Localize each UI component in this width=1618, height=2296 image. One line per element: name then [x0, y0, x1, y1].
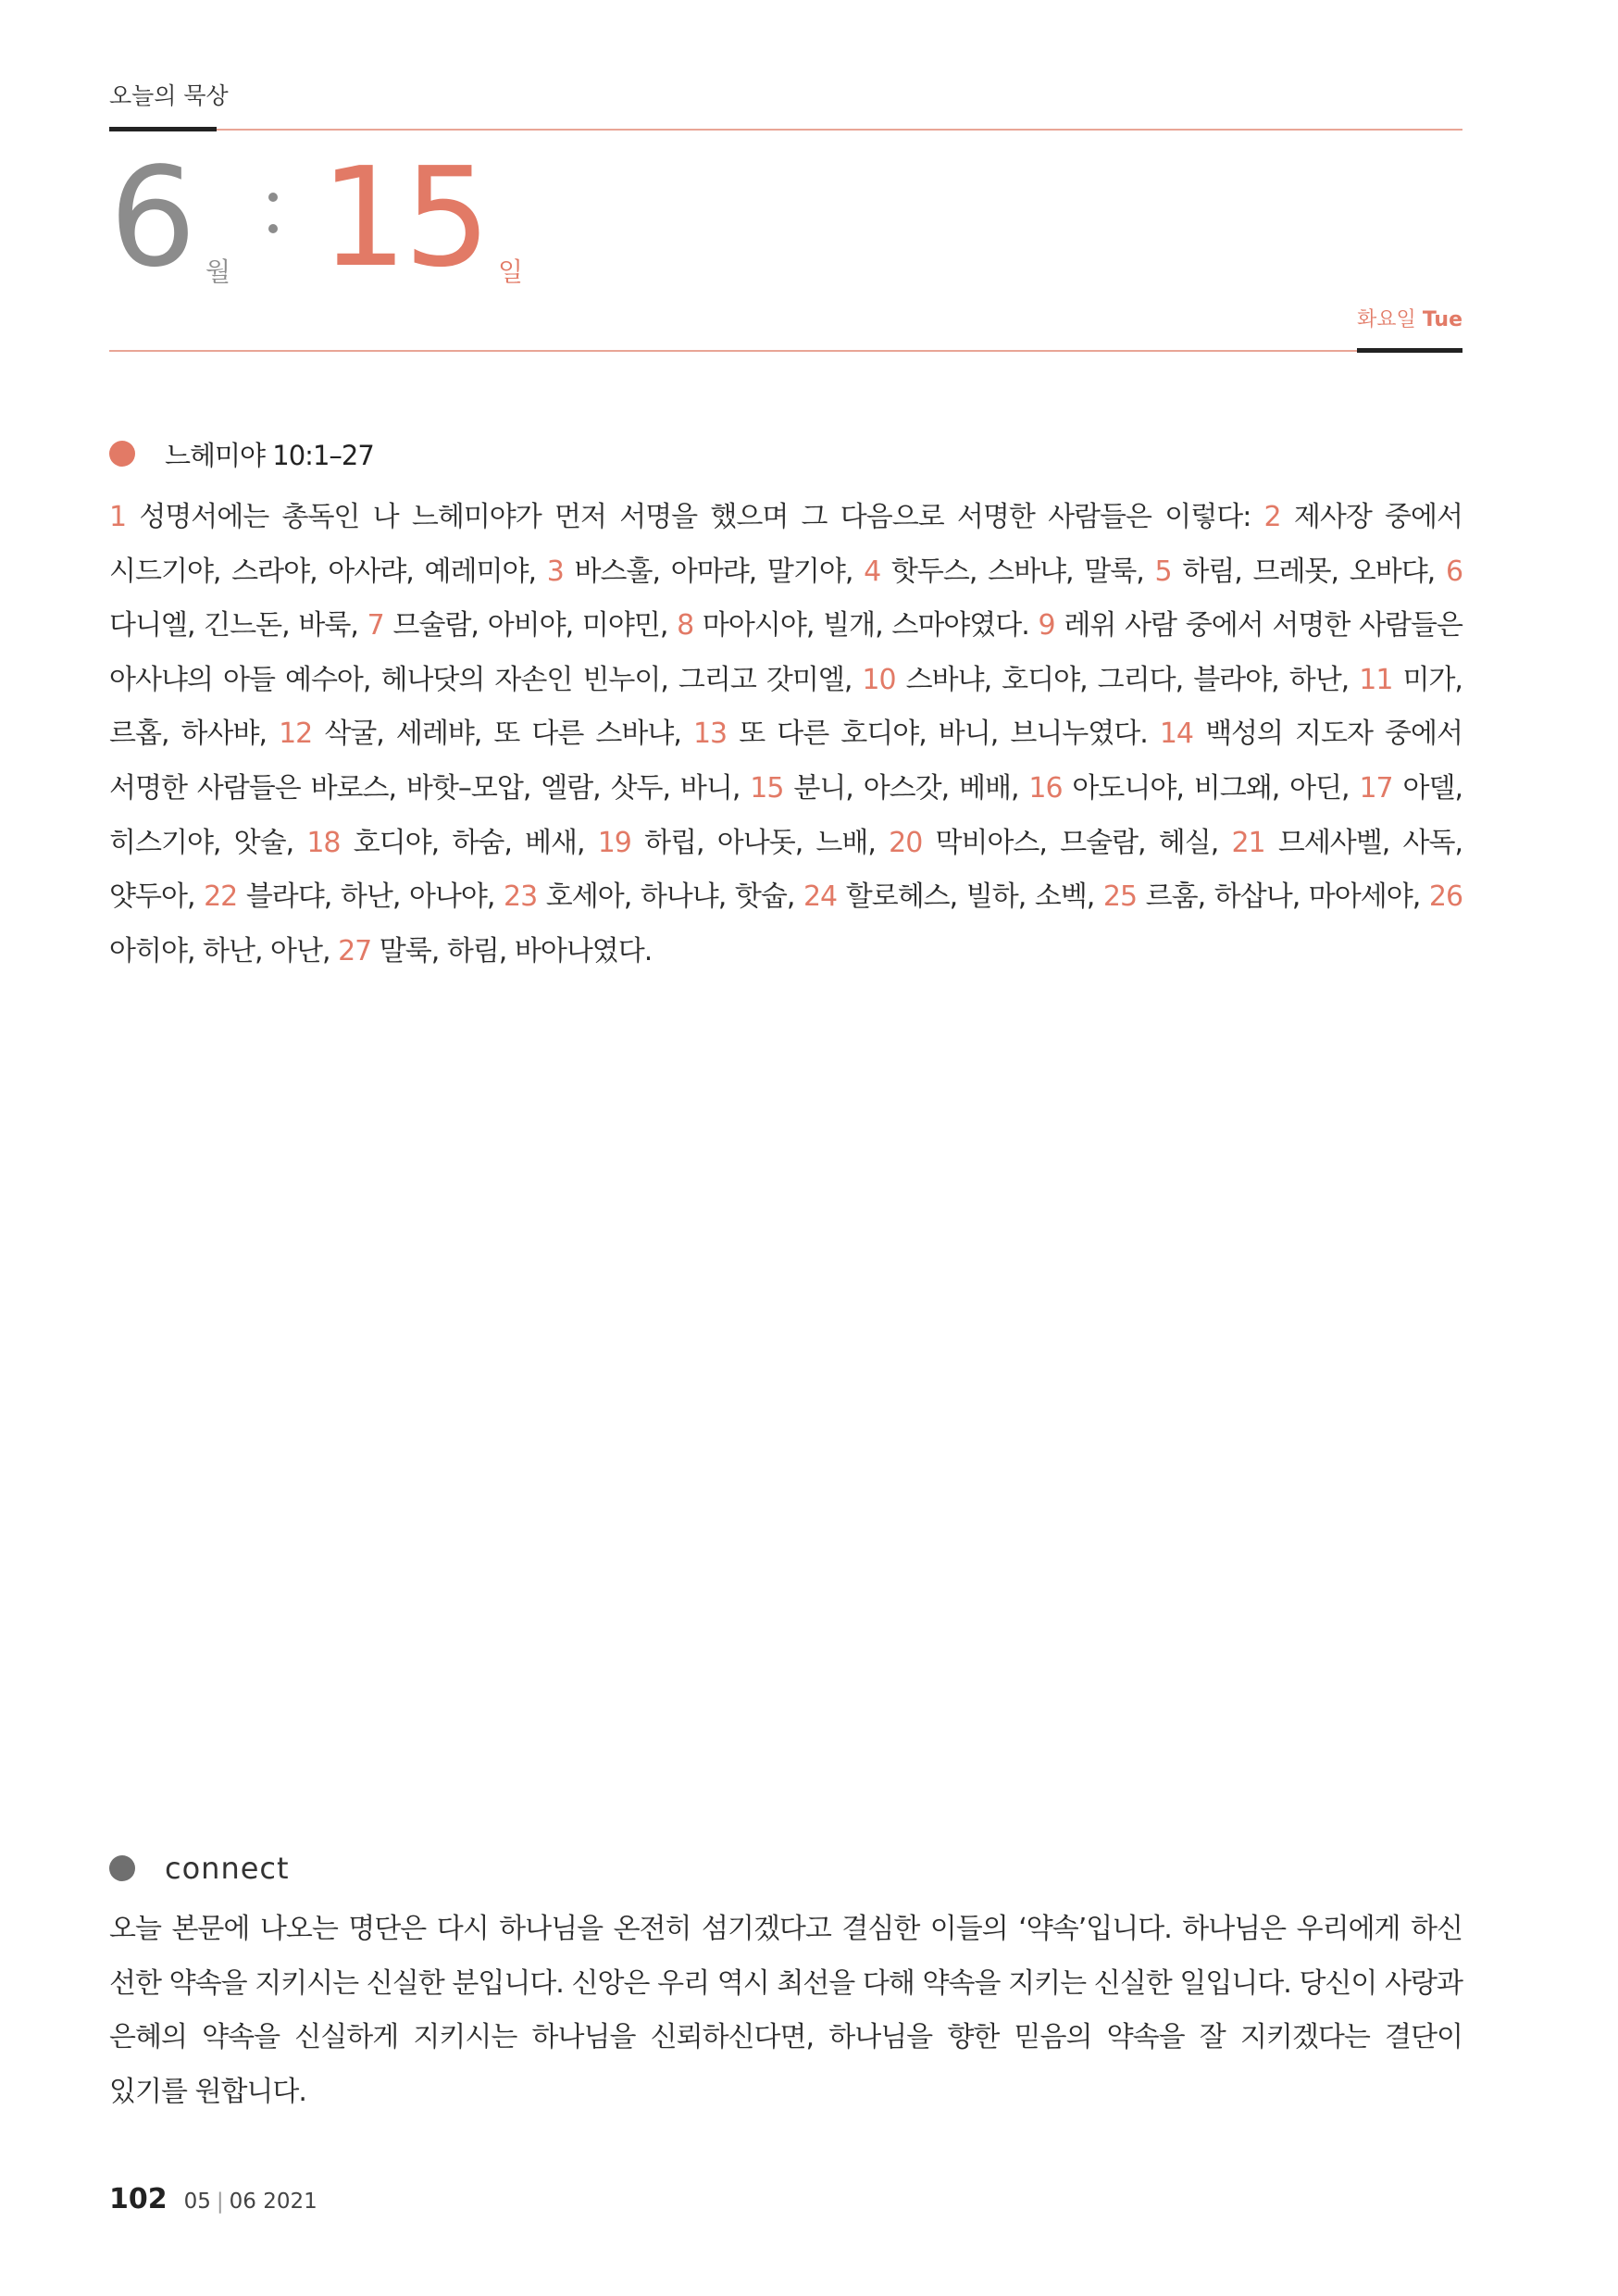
page-number: 102: [109, 2183, 168, 2215]
verse-text: 하림, 므레못, 오바댜,: [1171, 555, 1446, 588]
verse-text: 레위 사람 중에서 서명한 사람들은 아사냐의 아들 예수아, 헤나닷의 자손인 빈누이, 그리고 갓미엘,: [109, 609, 1463, 696]
verse-text: 므술람, 아비야, 미야민,: [383, 609, 678, 643]
connect-bullet-icon: [109, 1855, 135, 1881]
verse-number: 23: [504, 880, 538, 914]
weekday-korean: 화요일: [1357, 308, 1416, 331]
date-header: [109, 138, 1462, 297]
verse-text: 할로헤스, 빌하, 소벡,: [837, 880, 1103, 914]
verse-number: 6: [1445, 555, 1463, 588]
verse-text: 바스훌, 아마랴, 말기야,: [563, 555, 865, 588]
month-number: 6: [109, 138, 193, 297]
verse-text: 호세아, 하나냐, 핫숩,: [537, 880, 803, 914]
top-divider-accent: [109, 127, 217, 131]
weekday-label: [1357, 304, 1462, 332]
month-unit: 월: [205, 256, 231, 287]
passage-bullet-icon: [109, 441, 135, 467]
verse-number: 27: [338, 934, 372, 967]
verse-number: 18: [306, 826, 341, 859]
verse-text: 호디야, 하숨, 베새,: [340, 826, 598, 859]
issue-separator: |: [216, 2190, 224, 2214]
verse-number: 13: [692, 718, 728, 751]
issue-months: 05: [183, 2190, 211, 2214]
verse-number: 15: [750, 771, 784, 805]
verse-number: 9: [1038, 609, 1055, 643]
verse-number: 16: [1028, 771, 1063, 805]
day-unit: 일: [498, 256, 524, 287]
connect-body: 오늘 본문에 나오는 명단은 다시 하나님을 온전히 섬기겠다고 결심한 이들의 ‘약속’입니다. 하나님은 우리에게 하신 선한 약속을 지키시는 신실한 분입니다. 신앙은 우리 역시 최선을 다해 약속을 지키는 신실한 일입니다. 당신이 사랑과 은혜의 약속을 신실하게 지키시는 하나님을 신뢰하신다면, 하나님을 향한 믿음의 약속을 잘 지키겠다는 결단이 있기를 원합니다.: [109, 1913, 1462, 2108]
scripture-text: [109, 491, 1462, 979]
verse-number: 2: [1263, 501, 1281, 533]
verse-number: 25: [1102, 880, 1138, 914]
verse-number: 1: [109, 501, 127, 533]
issue-month-year: 06 2021: [229, 2190, 317, 2214]
verse-number: 17: [1359, 771, 1393, 805]
verse-number: 22: [204, 880, 238, 914]
passage-heading: [109, 435, 374, 472]
verse-text: 르훔, 하삽나, 마아세야,: [1137, 880, 1429, 914]
day-number: 15: [320, 138, 488, 297]
verse-text: 아도니야, 비그왜, 아딘,: [1062, 771, 1360, 805]
section-label: 오늘의 묵상: [109, 82, 229, 109]
issue-label: [184, 2190, 317, 2214]
verse-text: 분니, 아스갓, 베배,: [783, 771, 1029, 805]
verse-number: 26: [1428, 880, 1463, 914]
connect-title: connect: [165, 1851, 290, 1886]
verse-text: 아델, 히스기야, 앗술,: [109, 771, 1462, 859]
weekday-english: Tue: [1422, 308, 1462, 331]
top-divider: [109, 129, 1462, 131]
verse-text: 므세사벨, 사독, 얏두아,: [109, 826, 1462, 914]
verse-text: 마아시야, 빌개, 스마야였다.: [693, 609, 1039, 643]
verse-text: 하립, 아나돗, 느배,: [630, 826, 890, 859]
verse-text: 제사장 중에서 시드기야, 스라야, 아사랴, 예레미야,: [109, 501, 1462, 588]
verse-text: 말룩, 하림, 바아나였다.: [371, 934, 653, 967]
verse-number: 24: [803, 880, 838, 914]
verse-number: 19: [597, 826, 631, 859]
verse-number: 21: [1231, 826, 1265, 859]
verse-number: 4: [864, 555, 881, 588]
verse-number: 3: [546, 555, 564, 588]
verse-text: 삭굴, 세레뱌, 또 다른 스바냐,: [312, 718, 693, 751]
verse-number: 14: [1159, 718, 1194, 751]
connect-heading: [109, 1850, 290, 1887]
date-colon-separator: [268, 185, 278, 241]
verse-text: 미가, 르홉, 하사뱌,: [109, 663, 1462, 751]
verse-text: 블라댜, 하난, 아나야,: [237, 880, 504, 914]
verse-text: 스바냐, 호디야, 그리다, 블라야, 하난,: [895, 663, 1360, 696]
verse-text: 다니엘, 긴느돈, 바룩,: [109, 609, 367, 643]
passage-title: 느헤미야 10:1–27: [165, 439, 374, 471]
verse-number: 20: [889, 826, 923, 859]
verse-text: 아히야, 하난, 아난,: [109, 934, 339, 967]
verse-number: 8: [677, 609, 694, 643]
verse-number: 7: [367, 609, 384, 643]
verse-number: 5: [1154, 555, 1172, 588]
verse-text: 또 다른 호디야, 바니, 브니누였다.: [727, 718, 1160, 751]
verse-text: 핫두스, 스바냐, 말룩,: [880, 555, 1155, 588]
verse-number: 12: [279, 718, 313, 751]
verse-text: 성명서에는 총독인 나 느헤미야가 먼저 서명을 했으며 그 다음으로 서명한 사람들은 이렇다:: [126, 501, 1264, 533]
date-divider: [109, 350, 1462, 352]
verse-text: 백성의 지도자 중에서 서명한 사람들은 바로스, 바핫–모압, 엘람, 삿두, 바니,: [109, 718, 1462, 805]
verse-text: 막비아스, 므술람, 헤실,: [922, 826, 1232, 859]
verse-number: 10: [862, 663, 896, 696]
date-divider-accent: [1357, 348, 1462, 353]
page-footer: [109, 2183, 317, 2215]
verse-number: 11: [1359, 663, 1393, 696]
